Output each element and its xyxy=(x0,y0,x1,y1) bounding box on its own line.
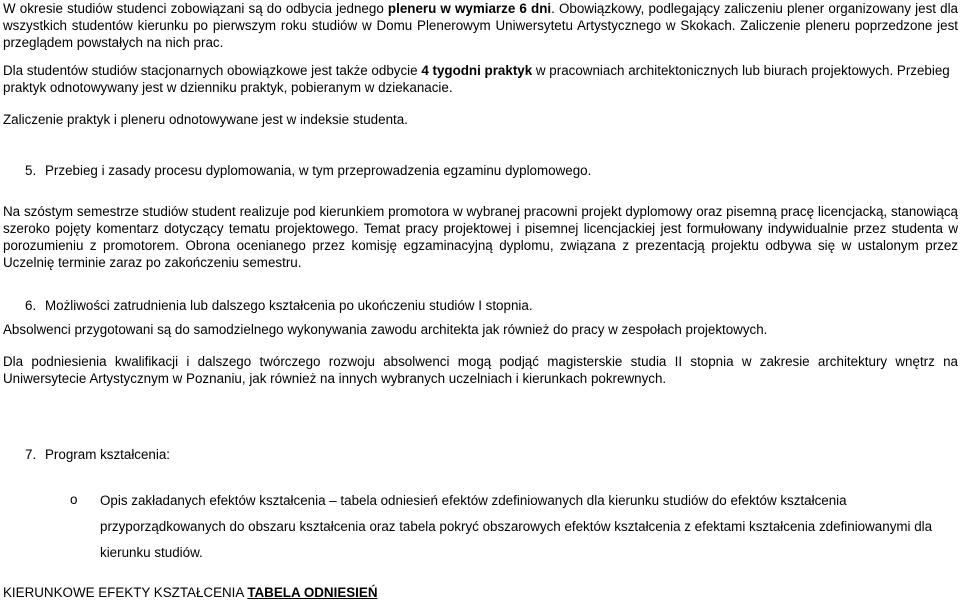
section-5-title: Przebieg i zasady procesu dyplomowania, w tym przeprowadzenia egzaminu dyplomowego. xyxy=(45,163,592,178)
section-5-body: Na szóstym semestrze studiów student realizuje pod kierunkiem promotora w wybranej pracowni projekt dyplomowy oraz pisemną pracę licencjacką, stanowiącą szeroko pojęty komentarz dotyczący tematu projektowego. Temat pracy projektowej i pisemnej licencjackiej jest formułowany indywidualnie przez studenta w porozumieniu z promotorem. Obrona ocenianego przez komisję egzaminacyjną dyplomu, związana z prezentacją projektu odbywa się w ustalonym przez Uczelnię terminie zaraz po zakończeniu semestru. xyxy=(3,204,958,270)
bullet-mark: o xyxy=(70,492,78,507)
section-6-body-2: Dla podniesienia kwalifikacji i dalszego twórczego rozwoju absolwenci mogą podjąć magisterskie studia II stopnia w zakresie architektury wnętrz na Uniwersytecie Artystycznym w Poznaniu, jak również na innych wybranych uczelniach i kierunkach pokrewnych. xyxy=(3,354,958,386)
paragraph-plener xyxy=(3,0,958,51)
praktyki-bold: 4 tygodni praktyk xyxy=(421,63,533,78)
praktyki-text-2: w pracowniach architektonicznych lub biurach projektowych. Przebieg praktyk odnotowywany jest w dzienniku praktyk, pobieranym w dziekanacie. xyxy=(3,63,950,95)
section-6-title: Możliwości zatrudnienia lub dalszego kształcenia po ukończeniu studiów I stopnia. xyxy=(45,298,533,313)
paragraph-praktyki xyxy=(3,62,958,96)
praktyki-text-1: Dla studentów studiów stacjonarnych obowiązkowe jest także odbycie xyxy=(3,63,422,78)
section-7-number: 7. xyxy=(25,447,37,462)
paragraph-zaliczenie: Zaliczenie praktyk i pleneru odnotowywane jest w indeksie studenta. xyxy=(3,112,408,127)
plener-text-1: W okresie studiów studenci zobowiązani są do odbycia jednego xyxy=(3,1,388,16)
section-6-number: 6. xyxy=(25,298,37,313)
section-6-body-1: Absolwenci przygotowani są do samodzielnego wykonywania zawodu architekta jak również do pracy w zespołach projektowych. xyxy=(3,322,768,337)
footer-bold-underlined: TABELA ODNIESIEŃ xyxy=(247,585,378,600)
section-6-heading xyxy=(25,297,533,314)
footer-text: KIERUNKOWE EFEKTY KSZTAŁCENIA xyxy=(3,585,248,600)
section-5-heading xyxy=(25,162,591,179)
plener-text-2: . Obowiązkowy, podlegający zaliczeniu plener organizowany jest dla wszystkich studentów kierunku po pierwszym roku studiów w Domu Plenerowym Uniwersytetu Artystycznego w Skokach. Zaliczenie pleneru poprzedzone jest przeglądem powstałych na nich prac. xyxy=(3,1,958,50)
bullet-text: Opis zakładanych efektów kształcenia – tabela odniesień efektów zdefiniowanych dla kierunku studiów do efektów kształcenia przyporządkowanych do obszaru kształcenia oraz tabela pokryć obszarowych efektów kształcenia z efektami kształcenia zdefiniowanymi dla kierunku studiów. xyxy=(100,493,933,560)
section-7-title: Program kształcenia: xyxy=(45,447,171,462)
section-7-heading xyxy=(25,446,170,463)
footer-heading xyxy=(3,584,958,601)
section-5-number: 5. xyxy=(25,163,37,178)
plener-bold: pleneru w wymiarze 6 dni xyxy=(387,1,552,16)
